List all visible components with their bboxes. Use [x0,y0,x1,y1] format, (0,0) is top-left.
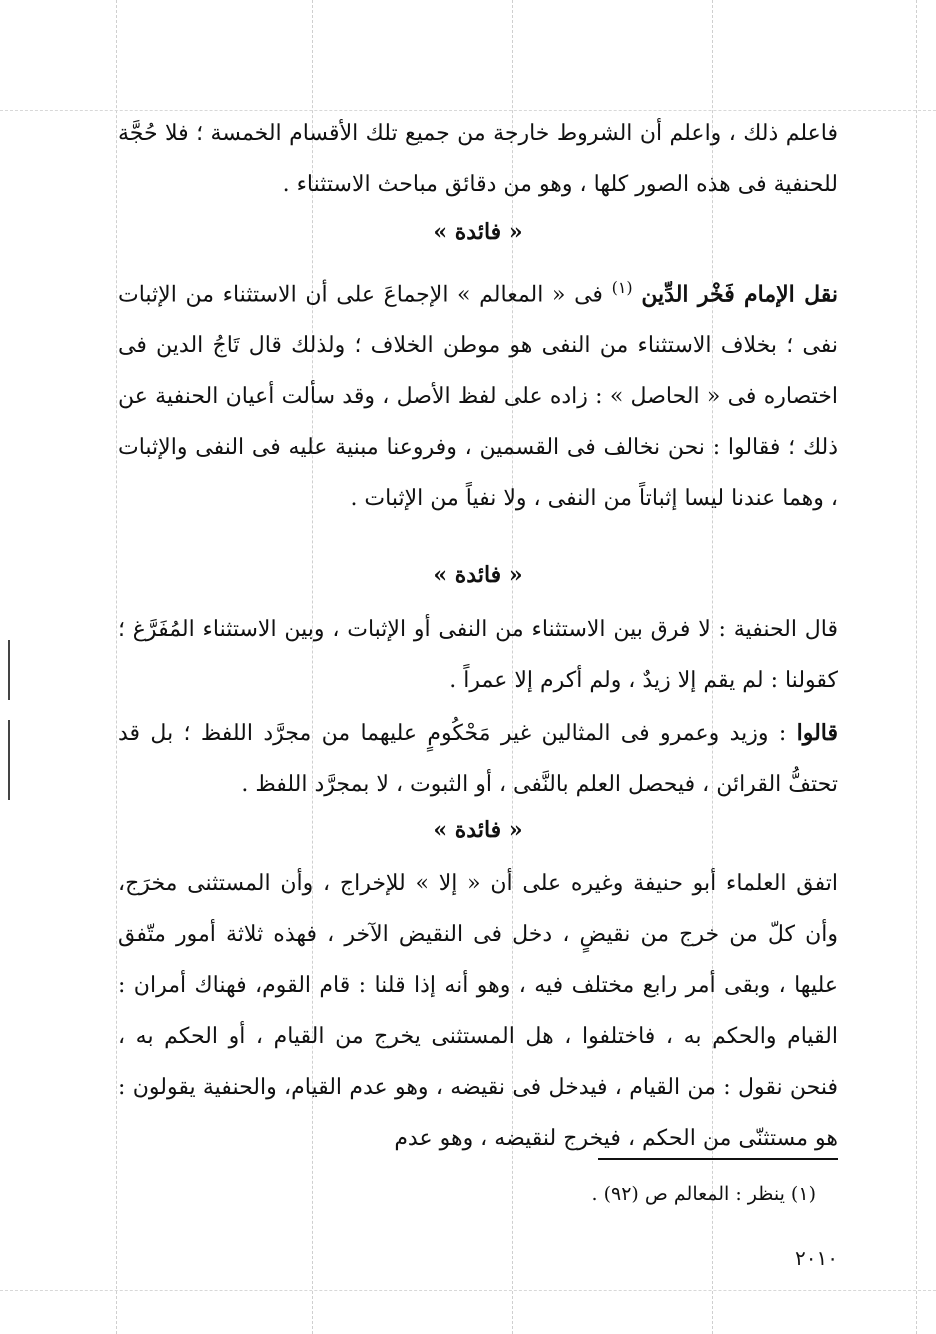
paragraph-body: : وزيد وعمرو فى المثالين غير مَحْكُومٍ عليهما من مجرَّد اللفظ ؛ بل قد تحتفُّ القرائن ، فيحصل العلم بالنَّفى ، أو الثبوت ، لا بمجرَّد اللفظ . [118,721,838,797]
paragraph-lead: قالوا [796,720,838,746]
paragraph-3 [118,604,838,706]
section-heading: « فائدة » [433,817,523,843]
page-number: ٢٠١٠ [795,1246,838,1270]
paragraph-1 [118,108,838,210]
paragraph-5 [118,858,838,1164]
paragraph-text [118,708,838,810]
guide-line [0,1290,936,1291]
footnote-divider [598,1158,838,1160]
footnote-ref: (١) [611,278,633,297]
paragraph-text [118,262,838,524]
margin-mark [8,720,10,800]
footnote: (١) ينظر : المعالم ص (٩٢) . [591,1183,816,1205]
paragraph-text: فاعلم ذلك ، واعلم أن الشروط خارجة من جميع تلك الأقسام الخمسة ؛ فلا حُجَّة للحنفية فى هذه الصور كلها ، وهو من دقائق مباحث الاستثناء . [118,121,838,197]
author-name: نقل الإمام فَخْر الدِّين [641,281,838,308]
section-heading: « فائدة » [433,562,523,588]
guide-line [116,0,117,1334]
guide-line [916,0,917,1334]
margin-mark [8,640,10,700]
paragraph-2 [118,262,838,524]
paragraph-text: قال الحنفية : لا فرق بين الاستثناء من النفى أو الإثبات ، وبين الاستثناء المُفَرَّغ ؛ كقولنا : لم يقم إلا زيدٌ ، ولم أكرم إلا عمراً . [118,617,838,693]
paragraph-4 [118,708,838,810]
paragraph-text: اتفق العلماء أبو حنيفة وغيره على أن « إلا » للإخراج ، وأن المستثنى مخرَج، وأن كلّ من خرج من نقيضٍ ، دخل فى النقيض الآخر ، فهذه ثلاثة أمور متّفق عليها ، وبقى أمر رابع مختلف فيه ، وهو أنه إذا قلنا : قام القوم، فهناك أمران : القيام والحكم به ، فاختلفوا ، هل المستثنى يخرج من القيام ، أو الحكم به ، فنحن نقول : من القيام ، فيدخل فى نقيضه ، وهو عدم القيام، والحنفية يقولون : هو مستثنّى من الحكم ، فيخرج لنقيضه ، وهو عدم [118,871,838,1151]
section-heading: « فائدة » [433,219,523,245]
paragraph-body: فى « المعالم » الإجماعَ على أن الاستثناء من الإثبات نفى ؛ بخلاف الاستثناء من النفى هو موطن الخلاف ؛ ولذلك قال تَاجُ الدين فى اختصاره فى « الحاصل » : زاده على لفظ الأصل ، وقد سألت أعيان الحنفية عن ذلك ؛ فقالوا : نحن نخالف فى القسمين ، وفروعنا مبنية عليه فى النفى والإثبات ، وهما عندنا ليسا إثباتاً من النفى ، ولا نفياً من الإثبات . [118,282,838,512]
